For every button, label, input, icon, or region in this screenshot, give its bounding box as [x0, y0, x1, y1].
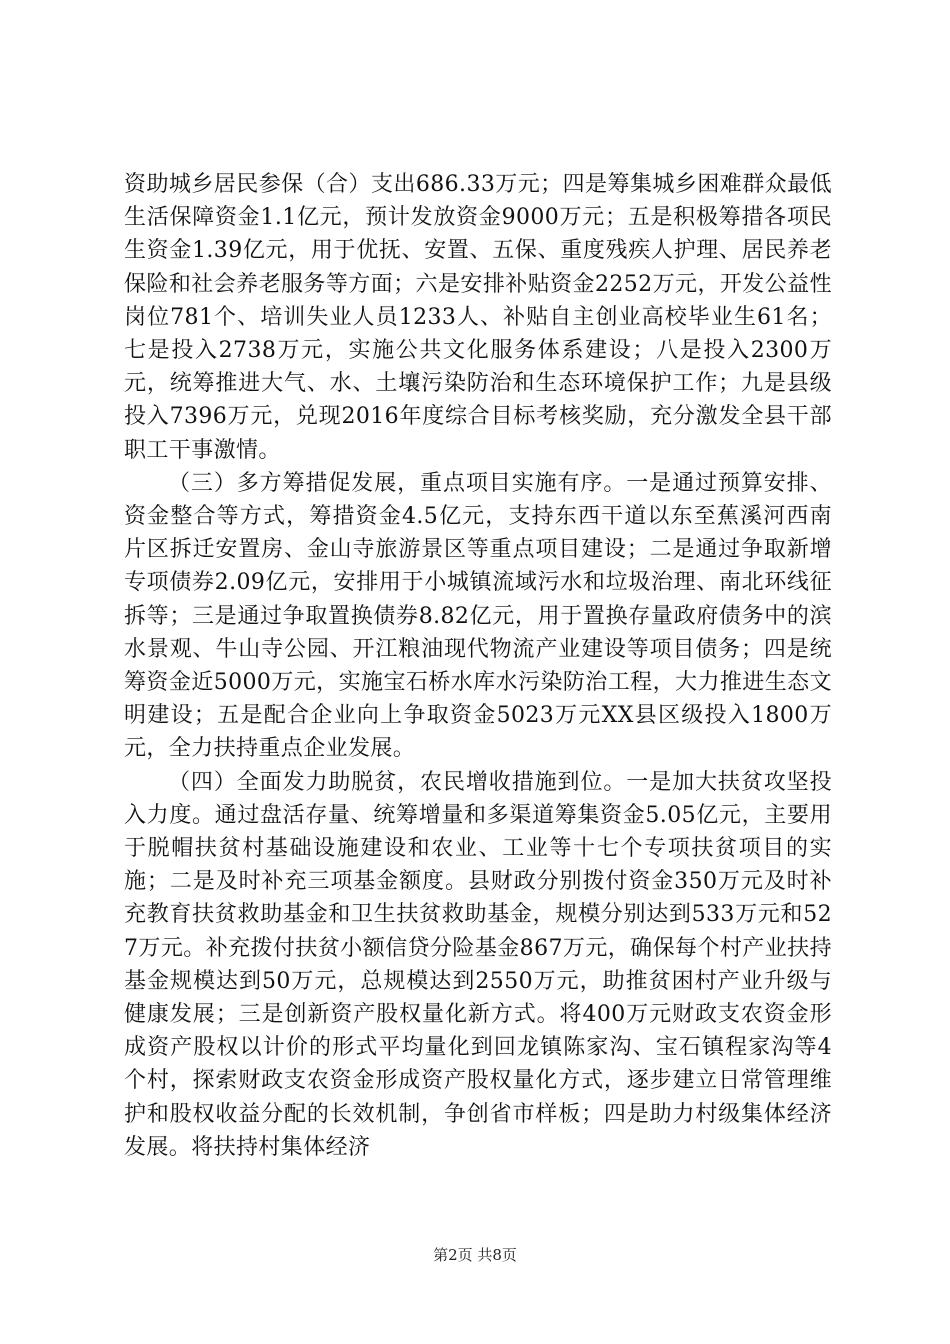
paragraph-section-four: （四）全面发力助脱贫，农民增收措施到位。一是加大扶贫攻坚投入力度。通过盘活存量、统筹增量和多渠道筹集资金5.05亿元，主要用于脱帽扶贫村基础设施建设和农业、工业等十七个专项扶贫项目的实施；二是及时补充三项基金额度。县财政分别拨付资金350万元及时补充教育扶贫救助基金和卫生扶贫救助基金，规模分别达到533万元和527万元。补充拨付扶贫小额信贷分险基金867万元，确保每个村产业扶持基金规模达到50万元，总规模达到2550万元，助推贫困村产业升级与健康发展；三是创新资产股权量化新方式。将400万元财政支农资金形成资产股权以计价的形式平均量化到回龙镇陈家沟、宝石镇程家沟等4个村，探索财政支农资金形成资产股权量化方式，逐步建立日常管理维护和股权收益分配的长效机制，争创省市样板；四是助力村级集体经济发展。将扶持村集体经济 [124, 769, 832, 1160]
document-body [124, 168, 832, 1164]
paragraph-continuation: 资助城乡居民参保（合）支出686.33万元；四是筹集城乡困难群众最低生活保障资金1.1亿元，预计发放资金9000万元；五是积极筹措各项民生资金1.39亿元，用于优抚、安置、五保、重度残疾人护理、居民养老保险和社会养老服务等方面；六是安排补贴资金2252万元，开发公益性岗位781个、培训失业人员1233人、补贴自主创业高校毕业生61名；七是投入2738万元，实施公共文化服务体系建设；八是投入2300万元，统筹推进大气、水、土壤污染防治和生态环境保护工作；九是县级投入7396万元，兑现2016年度综合目标考核奖励，充分激发全县干部职工干事激情。 [124, 172, 832, 463]
page-number-footer: 第2页 共8页 [433, 1246, 517, 1264]
paragraph-section-three: （三）多方筹措促发展，重点项目实施有序。一是通过预算安排、资金整合等方式，筹措资金4.5亿元，支持东西干道以东至蕉溪河西南片区拆迁安置房、金山寺旅游景区等重点项目建设；二是通过争取新增专项债券2.09亿元，安排用于小城镇流域污水和垃圾治理、南北环线征拆等；三是通过争取置换债券8.82亿元，用于置换存量政府债务中的滨水景观、牛山寺公园、开江粮油现代物流产业建设等项目债务；四是统筹资金近5000万元，实施宝石桥水库水污染防治工程，大力推进生态文明建设；五是配合企业向上争取资金5023万元XX县区级投入1800万元，全力扶持重点企业发展。 [124, 470, 832, 762]
